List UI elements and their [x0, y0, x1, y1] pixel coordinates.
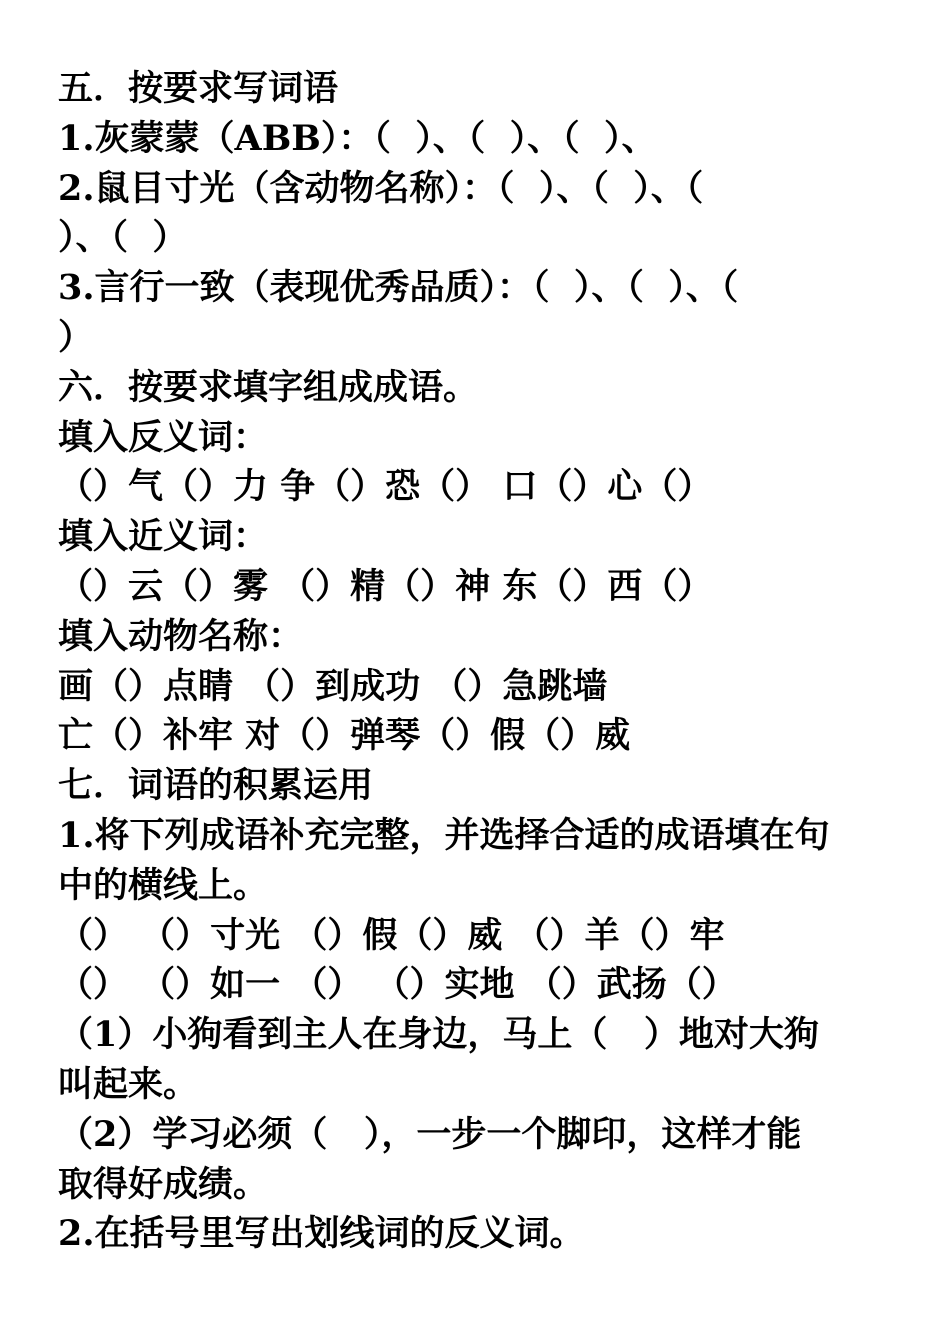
sentence-two: （2）学习必须（ ），一步一个脚印，这样才能 [58, 1113, 802, 1155]
animal-fill-label: 填入动物名称： [58, 615, 304, 657]
idiom-blanks-row-1: （） （）寸光 （）假（）威 （）羊（）牢 [58, 914, 725, 956]
question-quality-idioms: 3.言行一致（表现优秀品质）：（ ）、（ ）、（ [58, 267, 739, 309]
question-antonyms-underlined: 2.在括号里写出划线词的反义词。 [58, 1213, 585, 1255]
question-animal-idioms: 2.鼠目寸光（含动物名称）：（ ）、（ ）、（ [58, 167, 704, 209]
animal-fill-idioms-row-1: 画（）点睛 （）到成功 （）急跳墙 [58, 665, 608, 707]
antonym-fill-label: 填入反义词： [58, 416, 269, 458]
question-quality-idioms-continued: ） [58, 316, 94, 358]
section-seven-heading: 七．词语的积累运用 [58, 765, 374, 807]
idiom-blanks-row-2: （） （）如一 （） （）实地 （）武扬（） [58, 964, 737, 1006]
question-animal-idioms-continued: ）、（ ） [58, 217, 188, 259]
animal-fill-idioms-row-2: 亡（）补牢 对（）弹琴（）假（）威 [58, 715, 631, 757]
synonym-fill-label: 填入近义词： [58, 516, 269, 558]
sentence-two-continued: 取得好成绩。 [58, 1163, 269, 1205]
worksheet-content [58, 64, 898, 1259]
synonym-fill-idioms: （）云（）雾 （）精（）神 东（）西（） [58, 565, 713, 607]
question-complete-idioms-continued: 中的横线上。 [58, 864, 269, 906]
section-five-heading: 五．按要求写词语 [58, 68, 339, 109]
antonym-fill-idioms: （）气（）力 争（）恐（） 口（）心（） [58, 466, 713, 508]
sentence-one-continued: 叫起来。 [58, 1063, 199, 1105]
sentence-one: （1）小狗看到主人在身边，马上（ ）地对大狗 [58, 1014, 819, 1056]
section-six-heading: 六．按要求填字组成成语。 [58, 366, 479, 408]
question-complete-idioms: 1.将下列成语补充完整，并选择合适的成语填在句 [58, 814, 830, 856]
question-abb-words: 1.灰蒙蒙（ABB）：（ ）、（ ）、（ ）、 [58, 117, 657, 159]
